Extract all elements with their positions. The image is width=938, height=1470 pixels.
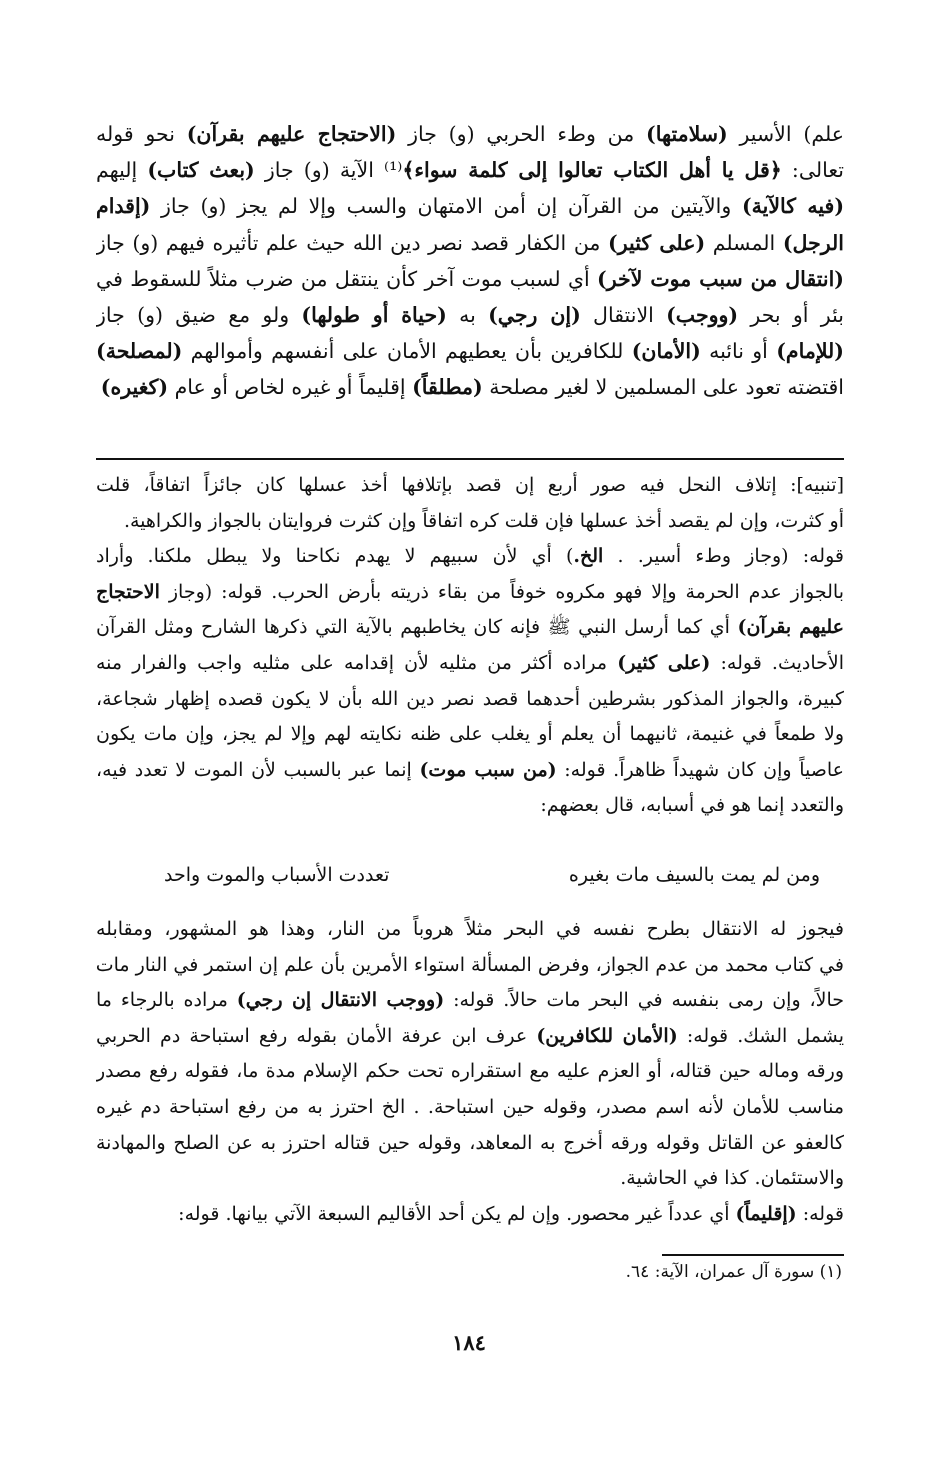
text-line [96, 116, 844, 152]
commentary-text-2 [96, 912, 844, 1232]
text-run: إقليماً أو غيره لخاص أو عام [168, 375, 413, 400]
poetry-verse [96, 860, 844, 894]
text-line [96, 188, 844, 224]
text-line [96, 753, 844, 789]
text-line [96, 1197, 844, 1233]
verse-hemistich-1: ومن لم يمت بالسيف مات بغيره [568, 864, 820, 886]
text-line [96, 983, 844, 1019]
text-run: من وطء الحربي (و) جاز [396, 122, 647, 146]
text-line [96, 1126, 844, 1162]
text-run: عرف ابن عرفة الأمان بقوله رفع استباحة دم الحربي [96, 1024, 537, 1047]
bold-run: (ووجب الانتقال إن رجي) [236, 989, 445, 1012]
bold-run: (ووجب) [666, 303, 739, 328]
text-run: الأحاديث. قوله: [710, 651, 844, 674]
text-run: أي لسبب موت آخر كأن ينتقل من ضرب مثلاً للسقوط في [96, 266, 598, 291]
bold-run: (انتقال من سبب موت لآخر) [597, 266, 844, 291]
text-line [96, 369, 844, 405]
text-run: للكافرين بأن يعطيهم الأمان على أنفسهم وأموالهم [182, 339, 632, 364]
text-run: نحو قوله [96, 122, 187, 146]
bold-run: الاحتجاج [96, 580, 160, 603]
text-line [96, 912, 844, 948]
bold-run: (للإمام) [776, 339, 844, 364]
text-run: أو كثرت، وإن لم يقصد أخذ عسلها فإن قلت كره اتفاقاً وإن كثرت فروايتان بالجواز والكراهية. [123, 509, 844, 532]
text-run: ولو مع ضيق (و) جاز [96, 303, 302, 328]
text-run: الانتقال [580, 303, 667, 328]
text-run: المسلم [705, 230, 783, 255]
bold-run: (بعث كتاب) [147, 158, 255, 183]
text-run: عاصياً وإن كان شهيداً ظاهراً. قوله: [556, 758, 844, 781]
text-run: مناسب للأمان لأنه اسم مصدر، وقوله حين استباحة. . الخ احترز به من رفع استباحة دم غيره [96, 1095, 844, 1118]
text-line [96, 333, 844, 369]
text-run: تعالى: [781, 158, 844, 183]
text-line [96, 1054, 844, 1090]
text-run: يشمل الشك. قوله: [677, 1024, 844, 1047]
text-line [96, 152, 844, 188]
text-run: به [446, 303, 489, 328]
text-run: ) أي لأن سبيهم لا يهدم نكاحنا ولا يبطل ملكنا. وأراد [96, 545, 574, 568]
bold-run: (من سبب موت) [419, 758, 557, 781]
text-run: إنما عبر بالسبب لأن الموت لا تعدد فيه، [96, 758, 420, 781]
bold-run: الخ. [573, 545, 604, 568]
text-line [96, 610, 844, 646]
bold-run: (لمصلحة) [96, 339, 183, 364]
text-run: في كتاب محمد من عدم الجواز، وفرض المسألة استواء الأمرين بأن علم إن استمر في النار مات [96, 953, 844, 976]
text-line [96, 682, 844, 718]
text-line [96, 261, 844, 297]
bold-run: (حياة أو طولها) [301, 303, 447, 328]
text-run: إليهم [96, 158, 148, 183]
text-run: كالعفو عن القاتل وقوله ورقه أخرج به المعاهد، وقوله حين قتاله احترز به عن الصلح والمهادنة [96, 1131, 844, 1154]
divider-rule [96, 458, 844, 460]
bold-run: (سلامتها) [646, 122, 728, 146]
bold-run: (إقليماً) [735, 1202, 797, 1225]
text-run: أي كما أرسل النبي ﷺ فإنه كان يخاطبهم بالآية التي ذكرها الشارح ومثل القرآن [96, 616, 738, 639]
text-run: اقتضته تعود على المسلمين لا لغير مصلحة [482, 375, 844, 400]
bold-run: عليهم بقرآن) [737, 616, 844, 639]
text-line [96, 504, 844, 540]
bold-run: (فيه كالآية) [741, 194, 844, 219]
bold-run: الرجل) [782, 230, 844, 255]
bold-run: (الأمان) [631, 339, 701, 364]
text-run: ⁽¹⁾ الآية (و) جاز [254, 158, 403, 183]
text-run: كبيرة، والجواز المذكور بشرطين أحدهما قصد نصر دين الله بأن لا يكون قصده إظهار شجاعة، [96, 687, 844, 710]
text-line [96, 297, 844, 333]
bold-run: (مطلقاً) [412, 375, 483, 400]
bold-run: (إقدام [96, 194, 151, 219]
text-run: [تنبيه]: إتلاف النحل فيه صور أربع إن قصد بإتلافها أخذ عسلها كان جائزاً اتفاقاً، قلت [96, 474, 844, 496]
text-line [96, 225, 844, 261]
text-line [96, 468, 844, 504]
text-run: مراده بالرجاء ما [96, 989, 237, 1012]
text-run: قوله: (وجاز وطء أسير. . [603, 545, 844, 568]
text-run: ورقه وماله حين قتاله، أو العزم عليه مع استقراره تحت حكم الإسلام مدة ما، فقوله رفع مصدر [96, 1060, 844, 1083]
bold-run: (على كثير) [617, 651, 711, 674]
text-run: والاستئمان. كذا في الحاشية. [620, 1167, 844, 1190]
page-number: ١٨٤ [452, 1330, 486, 1355]
text-run: علم) الأسير [727, 122, 844, 146]
text-run: بئر أو بحر [738, 303, 844, 328]
text-run: ولا طمعاً في غنيمة، ثانيهما أن يعلم أو يغلب على ظنه نكايته لهم وإلا لم يجز، وإن مات يكون [96, 723, 844, 746]
footnote-rule [662, 1254, 844, 1256]
bold-run: (الأمان للكافرين) [536, 1024, 678, 1047]
text-line [96, 717, 844, 753]
bold-run: ﴿قل يا أهل الكتاب تعالوا إلى كلمة سواء﴾ [402, 158, 782, 183]
bold-run: (الاحتجاج عليهم بقرآن) [186, 122, 397, 146]
text-run: أي عدداً غير محصور. وإن لم يكن أحد الأقاليم السبعة الآتي بيانها. قوله: [178, 1202, 736, 1225]
text-line [96, 948, 844, 984]
footnote: (١) سورة آل عمران، الآية: ٦٤. [625, 1262, 842, 1282]
text-line [96, 575, 844, 611]
text-run: بالجواز عدم الحرمة وإلا فهو مكروه خوفاً من بقاء ذريته بأرض الحرب. قوله: (وجاز [159, 580, 844, 603]
text-line [96, 646, 844, 682]
text-run: مراده أكثر من مثليه لأن إقدامه على مثليه واجب والفرار منه [96, 651, 618, 674]
text-run: حالاً، وإن رمى بنفسه في البحر مات حالاً. قوله: [444, 989, 844, 1012]
bold-run: (على كثير) [608, 230, 706, 255]
text-run: فيجوز له الانتقال بطرح نفسه في البحر مثلاً هروباً من النار، وهذا هو المشهور، ومقابله [96, 918, 844, 940]
bold-run: (كغيره) [100, 375, 169, 400]
text-line [96, 1090, 844, 1126]
text-run: من الكفار قصد نصر دين الله حيث علم تأثيره فيهم (و) جاز [96, 230, 608, 255]
text-line [96, 1161, 844, 1197]
text-line [96, 788, 844, 824]
text-run: والآيتين من القرآن إن أمن الامتهان والسب وإلا لم يجز (و) جاز [150, 194, 742, 219]
verse-hemistich-2: تعددت الأسباب والموت واحد [164, 864, 390, 886]
main-text [96, 116, 844, 406]
commentary-text-1 [96, 468, 844, 824]
text-line [96, 539, 844, 575]
text-run: قوله: [796, 1202, 844, 1225]
bold-run: (إن رجي) [488, 303, 581, 328]
text-run: والتعدد إنما هو في أسبابه، قال بعضهم: [540, 794, 844, 817]
text-line [96, 1019, 844, 1055]
text-run: أو نائبه [700, 339, 777, 364]
